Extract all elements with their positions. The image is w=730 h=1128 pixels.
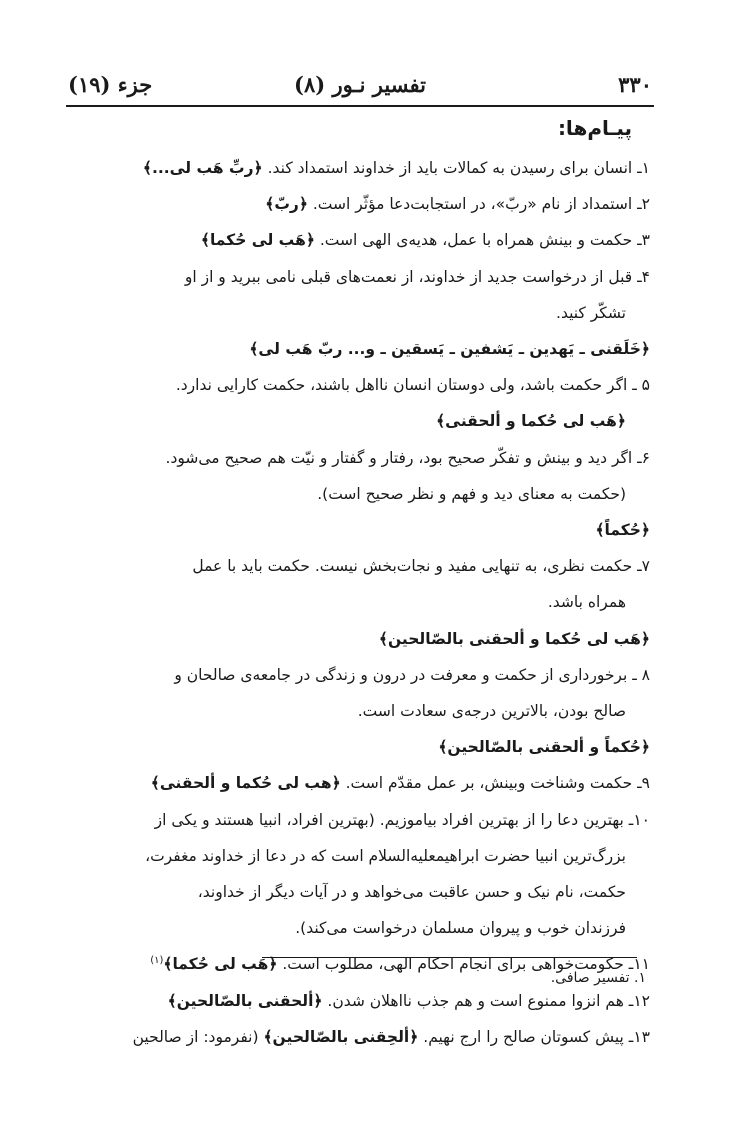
message-line: تشکّر کنید.: [556, 303, 626, 322]
message-line: ۱۱ـ حکومت‌خواهی برای انجام احکام الهی، مطلوب است.: [282, 955, 650, 974]
message-line: ۶ـ اگر دید و بینش و تفکّر صحیح بود، رفتار و گفتار و نیّت هم صحیح می‌شود.: [165, 448, 650, 467]
message-line: فرزندان خوب و پیروان مسلمان درخواست می‌کند).: [295, 919, 626, 938]
footnote-ref: (۱): [150, 955, 164, 967]
message-line: ۹ـ حکمت وشناخت وبینش، بر عمل مقدّم است.: [345, 774, 650, 793]
quran-quote: ﴿هَب لی حُکما و ألحقنی﴾: [436, 412, 626, 431]
message-line: ۳ـ حکمت و بینش همراه با عمل، هدیه‌ی الهی است.: [319, 231, 650, 250]
part-number: جزء (۱۹): [68, 72, 153, 97]
message-item: [70, 657, 650, 766]
quran-quote: ﴿هَب لی حُکما﴾: [200, 231, 315, 250]
quran-quote: ﴿هَب لی حُکما﴾: [163, 955, 278, 974]
running-header: [68, 72, 652, 102]
footnote-rule: [262, 957, 637, 958]
message-line: ۴ـ قبل از درخواست جدید از خداوند، از نعمت‌های قبلی نامی ببرید و از او: [184, 267, 650, 286]
message-line: حکمت، نام نیک و حسن عاقبت می‌خواهد و در آیات دیگر از خداوند،: [197, 883, 626, 902]
message-item: [70, 765, 650, 801]
message-item: [70, 440, 650, 549]
quran-quote: ﴿ألحِقنی بالصّالحین﴾: [263, 1027, 419, 1046]
message-line: ۱۲ـ هم انزوا ممنوع است و هم جذب نااهلان شدن.: [327, 991, 650, 1010]
message-tail: (نفرمود: از صالحین: [132, 1027, 259, 1046]
message-item: [70, 548, 650, 657]
message-item: [70, 186, 650, 222]
page-number: ۳۳۰: [618, 72, 652, 97]
message-item: [70, 367, 650, 439]
message-item: [70, 259, 650, 368]
message-line: همراه باشد.: [547, 593, 626, 612]
message-item: [70, 150, 650, 186]
message-line: ۸ ـ برخورداری از حکمت و معرفت در درون و زندگی در جامعه‌ی صالحان و: [174, 665, 650, 684]
quran-quote: ﴿حُکماً﴾: [595, 521, 650, 540]
message-line: بزرگ‌ترین انبیا حضرت ابراهیمعليه‌السلام است که در دعا از خداوند مغفرت،: [145, 846, 626, 865]
footnote: ۱. تفسیر صافی.: [550, 970, 646, 986]
message-line: ۱۰ـ بهترین دعا را از بهترین افراد بیاموزیم. (بهترین افراد، انبیا هستند و یکی از: [154, 810, 650, 829]
message-item: [70, 983, 650, 1019]
quran-quote: ﴿حُکماً و ألحقنی بالصّالحین﴾: [438, 738, 650, 757]
messages-list: [70, 150, 650, 1055]
message-item: [70, 1019, 650, 1055]
quran-quote: ﴿هَب لی حُکما و ألحقنی بالصّالحین﴾: [378, 629, 650, 648]
quran-quote: ﴿ألحقنی بالصّالحین﴾: [167, 991, 323, 1010]
quran-quote: ﴿خَلَقنی ـ یَهدین ـ یَشفین ـ یَسقین ـ و... ربّ هَب لی﴾: [249, 340, 650, 359]
message-line: ۵ ـ اگر حکمت باشد، ولی دوستان انسان نااهل باشند، حکمت کارایی ندارد.: [175, 376, 650, 395]
message-line: صالح بودن، بالاترین درجه‌ی سعادت است.: [357, 702, 626, 721]
quran-quote: ﴿ربِّ هَب لی...﴾: [142, 159, 263, 177]
header-rule: [66, 105, 654, 107]
quran-quote: ﴿ربّ﴾: [265, 195, 308, 214]
message-item: [70, 222, 650, 258]
message-line: ۲ـ استمداد از نام «ربّ»، در استجابت‌دعا مؤثّر است.: [312, 195, 650, 214]
quran-quote: ﴿هب لی حُکما و ألحقنی﴾: [150, 774, 341, 793]
message-line: ۷ـ حکمت نظری، به تنهایی مفید و نجات‌بخش نیست. حکمت باید با عمل: [192, 557, 650, 576]
message-line: (حکمت به معنای دید و فهم و نظر صحیح است).: [317, 484, 626, 503]
message-line: ۱ـ انسان برای رسیدن به کمالات باید از خداوند استمداد کند.: [267, 159, 650, 177]
message-line: ۱۳ـ پیش کسوتان صالح را ارج نهیم.: [423, 1027, 650, 1046]
section-title: پیـام‌ها:: [557, 116, 632, 140]
book-title: تفسیر نـور (۸): [294, 72, 426, 97]
message-item: [70, 802, 650, 947]
